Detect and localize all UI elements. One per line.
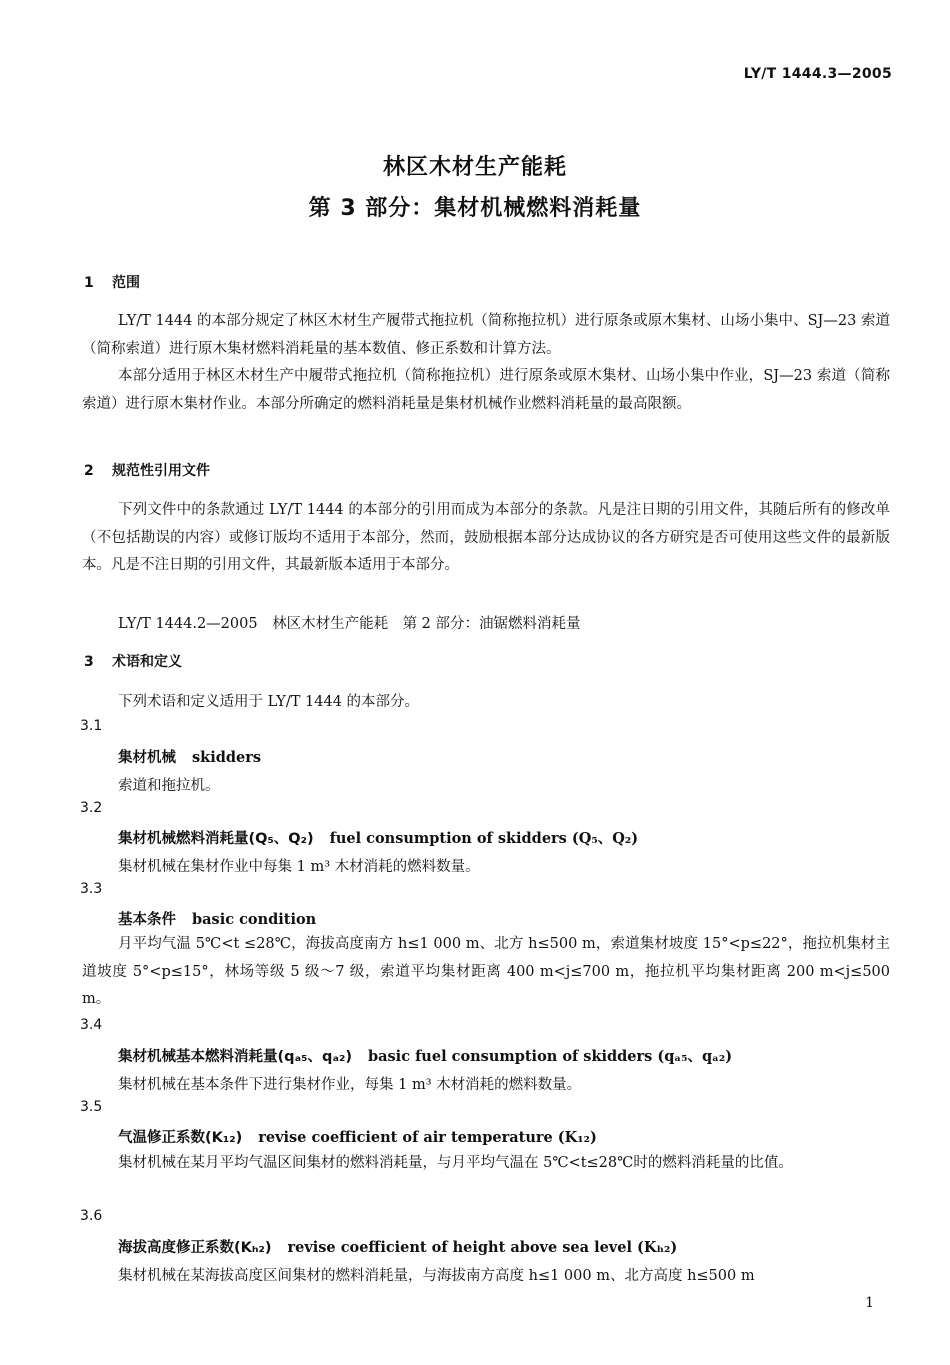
term-chinese: 海拔高度修正系数(Kₕ₂) [118, 1240, 272, 1256]
term-definition: 集材机械在集材作业中每集 1 m³ 木材消耗的燃料数量。 [118, 859, 480, 875]
term-heading [118, 827, 638, 848]
term-chinese: 集材机械 [118, 750, 176, 766]
section-1-title: 范围 [112, 275, 140, 291]
term-number: 3.2 [80, 800, 103, 816]
term-english: skidders [192, 749, 262, 766]
section-2-paragraph-1: 下列文件中的条款通过 LY/T 1444 的本部分的引用而成为本部分的条款。凡是注日期的引用文件，其随后所有的修改单（不包括勘误的内容）或修订版均不适用于本部分，然而，鼓励根据本部分达成协议的各方研究是否可使用这些文件的最新版本。凡是不注日期的引用文件，其最新版本适用于本部分。 [82, 502, 890, 573]
document-title-line2: 第 3 部分：集材机械燃料消耗量 [308, 196, 642, 221]
section-3-title: 术语和定义 [112, 654, 182, 670]
term-english: revise coefficient of air temperature (K₁₂) [258, 1129, 597, 1146]
term-heading [118, 1045, 732, 1066]
section-1-paragraph-2: 本部分适用于林区木材生产中履带式拖拉机（简称拖拉机）进行原条或原木集材、山场小集中作业，SJ—23 索道（简称索道）进行原木集材作业。本部分所确定的燃料消耗量是集材机械作业燃料消耗量的最高限额。 [82, 368, 890, 412]
term-english: fuel consumption of skidders (Q₅、Q₂) [329, 830, 639, 847]
term-definition: 集材机械在基本条件下进行集材作业，每集 1 m³ 木材消耗的燃料数量。 [118, 1077, 582, 1093]
normative-reference: LY/T 1444.2—2005 林区木材生产能耗 第 2 部分：油锯燃料消耗量 [118, 616, 581, 632]
term-definition: 索道和拖拉机。 [118, 778, 220, 794]
page-number: 1 [865, 1295, 874, 1311]
term-chinese: 气温修正系数(K₁₂) [118, 1130, 243, 1146]
term-english: basic condition [192, 911, 317, 928]
term-definition: 集材机械在某海拔高度区间集材的燃料消耗量，与海拔南方高度 h≤1 000 m、北方高度 h≤500 m [118, 1268, 755, 1284]
section-3-heading [84, 651, 182, 671]
term-heading [118, 746, 261, 767]
section-2-number: 2 [84, 463, 94, 479]
term-number: 3.1 [80, 718, 103, 734]
term-heading [118, 1236, 677, 1257]
section-1-heading [84, 272, 140, 292]
term-chinese: 集材机械燃料消耗量(Q₅、Q₂) [118, 831, 314, 847]
term-number: 3.3 [80, 881, 103, 897]
section-2-title: 规范性引用文件 [112, 463, 210, 479]
section-2-heading [84, 460, 210, 480]
document-title-line1: 林区木材生产能耗 [382, 155, 567, 180]
section-1-number: 1 [84, 275, 94, 291]
term-number: 3.6 [80, 1208, 103, 1224]
section-3-number: 3 [84, 654, 94, 670]
term-heading [118, 1126, 597, 1147]
term-definition: 集材机械在某月平均气温区间集材的燃料消耗量，与月平均气温在 5℃<t≤28℃时的燃料消耗量的比值。 [118, 1155, 793, 1171]
standard-code: LY/T 1444.3—2005 [743, 66, 892, 82]
section-1-paragraph-1: LY/T 1444 的本部分规定了林区木材生产履带式拖拉机（简称拖拉机）进行原条或原木集材、山场小集中、SJ—23 索道（简称索道）进行原木集材燃料消耗量的基本数值、修正系数和计算方法。 [82, 313, 890, 357]
section-3-intro: 下列术语和定义适用于 LY/T 1444 的本部分。 [118, 694, 420, 710]
term-number: 3.4 [80, 1017, 103, 1033]
term-english: basic fuel consumption of skidders (qₐ₅、qₐ₂) [367, 1048, 733, 1065]
term-chinese: 集材机械基本燃料消耗量(qₐ₅、qₐ₂) [118, 1049, 352, 1065]
term-definition: 月平均气温 5℃<t ≤28℃，海拔高度南方 h≤1 000 m、北方 h≤500 m，索道集材坡度 15°<p≤22°，拖拉机集材主道坡度 5°<p≤15°，林场等级 5 级～7 级，索道平均集材距离 400 m<j≤700 m，拖拉机平均集材距离 200 m<j≤500 m。 [82, 936, 890, 1007]
term-english: revise coefficient of height above sea level (Kₕ₂) [287, 1239, 678, 1256]
term-number: 3.5 [80, 1099, 103, 1115]
term-heading [118, 908, 316, 929]
term-chinese: 基本条件 [118, 912, 176, 928]
